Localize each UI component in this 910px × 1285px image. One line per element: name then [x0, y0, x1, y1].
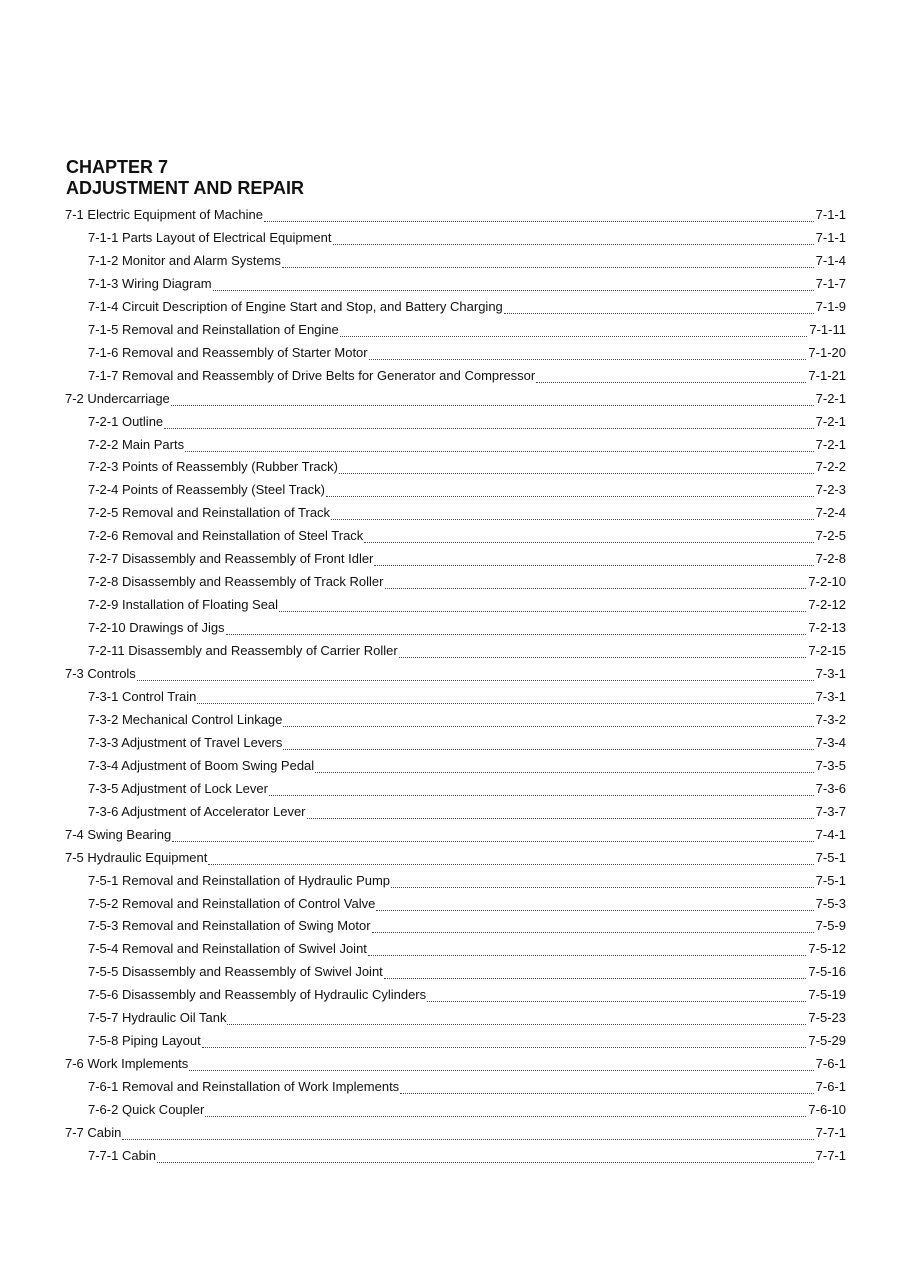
toc-entry-title: 7-6-1 Removal and Reinstallation of Work Implements	[88, 1079, 400, 1095]
toc-entry-title: 7-5-5 Disassembly and Reassembly of Swivel Joint	[88, 964, 383, 980]
toc-subsection-entry	[88, 635, 846, 658]
toc-subsection-entry	[88, 1140, 846, 1163]
toc-subsection-entry	[88, 956, 846, 979]
toc-subsection-entry	[88, 681, 846, 704]
toc-entry-title: 7-3-2 Mechanical Control Linkage	[88, 711, 283, 727]
toc-entry-page-number: 7-2-2	[815, 459, 846, 475]
toc-entry-page-number: 7-2-5	[815, 528, 846, 544]
toc-subsection-entry	[88, 1025, 846, 1048]
toc-entry-title: 7-5-6 Disassembly and Reassembly of Hydraulic Cylinders	[88, 987, 427, 1003]
toc-section-entry	[65, 1048, 846, 1071]
toc-subsection-entry	[88, 910, 846, 933]
toc-dot-leader	[164, 416, 813, 429]
toc-entry-page-number: 7-2-1	[815, 390, 846, 406]
toc-entry-title: 7-7-1 Cabin	[88, 1147, 156, 1163]
toc-dot-leader	[374, 553, 813, 566]
chapter-number: CHAPTER 7	[66, 157, 169, 177]
toc-subsection-entry	[88, 1094, 846, 1117]
toc-entry-page-number: 7-5-12	[808, 941, 846, 957]
toc-dot-leader	[282, 255, 814, 268]
toc-entry-title: 7-3-6 Adjustment of Accelerator Lever	[88, 803, 306, 819]
toc-entry-title: 7-1-4 Circuit Description of Engine Start and Stop, and Battery Charging	[88, 298, 503, 314]
toc-subsection-entry	[88, 612, 846, 635]
toc-dot-leader	[205, 1104, 806, 1117]
toc-entry-title: 7-5-8 Piping Layout	[88, 1033, 201, 1049]
toc-entry-title: 7-5 Hydraulic Equipment	[65, 849, 208, 865]
toc-subsection-entry	[88, 727, 846, 750]
toc-entry-page-number: 7-3-7	[815, 803, 846, 819]
toc-entry-page-number: 7-3-5	[815, 757, 846, 773]
toc-entry-title: 7-1-1 Parts Layout of Electrical Equipment	[88, 229, 332, 245]
toc-entry-page-number: 7-5-1	[815, 872, 846, 888]
toc-subsection-entry	[88, 704, 846, 727]
toc-subsection-entry	[88, 474, 846, 497]
toc-entry-title: 7-2-4 Points of Reassembly (Steel Track)	[88, 482, 325, 498]
toc-entry-page-number: 7-1-21	[808, 367, 846, 383]
toc-entry-title: 7-1 Electric Equipment of Machine	[65, 207, 263, 222]
toc-entry-page-number: 7-2-12	[808, 597, 846, 613]
toc-entry-title: 7-3-1 Control Train	[88, 688, 197, 704]
toc-entry-title: 7-6 Work Implements	[65, 1056, 189, 1072]
toc-entry-title: 7-1-2 Monitor and Alarm Systems	[88, 252, 281, 268]
toc-entry-page-number: 7-2-3	[815, 482, 846, 498]
toc-entry-page-number: 7-3-6	[815, 780, 846, 796]
toc-entry-title: 7-3-5 Adjustment of Lock Lever	[88, 780, 268, 796]
toc-entry-title: 7-5-2 Removal and Reinstallation of Control Valve	[88, 895, 376, 911]
toc-dot-leader	[372, 920, 814, 933]
toc-dot-leader	[376, 898, 813, 911]
toc-entry-page-number: 7-5-23	[808, 1010, 846, 1026]
toc-entry-page-number: 7-2-4	[815, 505, 846, 521]
toc-subsection-entry	[88, 360, 846, 383]
toc-entry-title: 7-5-4 Removal and Reinstallation of Swivel Joint	[88, 941, 367, 957]
toc-subsection-entry	[88, 888, 846, 911]
toc-entry-page-number: 7-6-1	[815, 1079, 846, 1095]
toc-subsection-entry	[88, 773, 846, 796]
toc-dot-leader	[202, 1035, 807, 1048]
toc-entry-page-number: 7-3-1	[815, 688, 846, 704]
toc-entry-title: 7-2-9 Installation of Floating Seal	[88, 597, 279, 613]
toc-entry-title: 7-1-6 Removal and Reassembly of Starter Motor	[88, 344, 368, 360]
toc-entry-page-number: 7-3-4	[815, 734, 846, 750]
toc-dot-leader	[368, 943, 807, 956]
toc-subsection-entry	[88, 222, 846, 245]
toc-entry-title: 7-3-4 Adjustment of Boom Swing Pedal	[88, 757, 315, 773]
toc-entry-title: 7-2-7 Disassembly and Reassembly of Front Idler	[88, 551, 374, 567]
toc-subsection-entry	[88, 979, 846, 1002]
toc-entry-page-number: 7-5-19	[808, 987, 846, 1003]
toc-entry-page-number: 7-2-8	[815, 551, 846, 567]
toc-entry-title: 7-2-2 Main Parts	[88, 436, 185, 452]
toc-dot-leader	[171, 393, 814, 406]
toc-section-entry	[65, 1117, 846, 1140]
toc-subsection-entry	[88, 291, 846, 314]
toc-dot-leader	[122, 1127, 813, 1140]
toc-dot-leader	[399, 645, 807, 658]
toc-entry-title: 7-5-1 Removal and Reinstallation of Hydraulic Pump	[88, 872, 391, 888]
toc-dot-leader	[185, 439, 814, 452]
toc-dot-leader	[504, 301, 814, 314]
toc-subsection-entry	[88, 566, 846, 589]
toc-entry-page-number: 7-7-1	[815, 1147, 846, 1163]
toc-entry-page-number: 7-1-11	[809, 321, 846, 337]
toc-entry-title: 7-2-6 Removal and Reinstallation of Steel Track	[88, 528, 364, 544]
toc-dot-leader	[340, 324, 808, 337]
chapter-heading	[66, 157, 304, 199]
toc-entry-title: 7-2-5 Removal and Reinstallation of Track	[88, 505, 331, 521]
toc-entry-page-number: 7-6-10	[808, 1102, 846, 1118]
toc-entry-page-number: 7-1-4	[815, 252, 846, 268]
toc-entry-page-number: 7-2-15	[808, 643, 846, 659]
toc-entry-title: 7-2-1 Outline	[88, 413, 164, 429]
toc-entry-page-number: 7-5-9	[815, 918, 846, 934]
toc-subsection-entry	[88, 1002, 846, 1025]
toc-entry-page-number: 7-5-29	[808, 1033, 846, 1049]
chapter-title: ADJUSTMENT AND REPAIR	[66, 178, 305, 198]
toc-subsection-entry	[88, 589, 846, 612]
toc-entry-title: 7-2-10 Drawings of Jigs	[88, 620, 225, 636]
toc-entry-page-number: 7-2-1	[815, 413, 846, 429]
toc-dot-leader	[307, 806, 814, 819]
toc-dot-leader	[189, 1058, 813, 1071]
toc-dot-leader	[339, 461, 814, 474]
toc-entry-title: 7-3 Controls	[65, 666, 136, 681]
toc-subsection-entry	[88, 865, 846, 888]
toc-dot-leader	[315, 760, 813, 773]
toc-dot-leader	[197, 691, 813, 704]
toc-entry-page-number: 7-5-3	[815, 895, 846, 911]
toc-dot-leader	[213, 278, 814, 291]
toc-entry-title: 7-5-7 Hydraulic Oil Tank	[88, 1010, 227, 1026]
toc-subsection-entry	[88, 520, 846, 543]
toc-entry-page-number: 7-1-7	[815, 275, 846, 291]
toc-subsection-entry	[88, 429, 846, 452]
toc-subsection-entry	[88, 406, 846, 429]
toc-entry-page-number: 7-2-10	[808, 574, 846, 590]
toc-subsection-entry	[88, 245, 846, 268]
toc-dot-leader	[226, 622, 807, 635]
toc-dot-leader	[283, 714, 813, 727]
toc-entry-page-number: 7-1-20	[808, 344, 846, 360]
toc-dot-leader	[227, 1012, 806, 1025]
toc-dot-leader	[536, 370, 806, 383]
toc-dot-leader	[264, 209, 814, 222]
toc-subsection-entry	[88, 1071, 846, 1094]
toc-entry-title: 7-4 Swing Bearing	[65, 826, 172, 842]
toc-entry-title: 7-2-8 Disassembly and Reassembly of Track Roller	[88, 574, 384, 590]
toc-dot-leader	[427, 989, 806, 1002]
toc-entry-page-number: 7-4-1	[815, 826, 846, 842]
toc-section-entry	[65, 383, 846, 406]
toc-subsection-entry	[88, 796, 846, 819]
toc-dot-leader	[157, 1150, 814, 1163]
toc-section-entry	[65, 199, 846, 222]
toc-subsection-entry	[88, 497, 846, 520]
toc-entry-page-number: 7-3-1	[815, 666, 846, 681]
toc-section-entry	[65, 819, 846, 842]
toc-section-entry	[65, 842, 846, 865]
toc-entry-page-number: 7-6-1	[815, 1056, 846, 1072]
toc-entry-title: 7-1-5 Removal and Reinstallation of Engine	[88, 321, 339, 337]
toc-dot-leader	[326, 484, 814, 497]
toc-subsection-entry	[88, 543, 846, 566]
toc-dot-leader	[369, 347, 807, 360]
toc-dot-leader	[137, 668, 814, 681]
toc-entry-page-number: 7-1-1	[815, 229, 846, 245]
toc-entry-title: 7-1-3 Wiring Diagram	[88, 275, 212, 291]
toc-entry-title: 7-3-3 Adjustment of Travel Levers	[88, 734, 283, 750]
toc-section-entry	[65, 658, 846, 681]
toc-entry-page-number: 7-1-9	[815, 298, 846, 314]
toc-subsection-entry	[88, 268, 846, 291]
toc-dot-leader	[364, 530, 813, 543]
toc-entry-page-number: 7-7-1	[815, 1125, 846, 1140]
toc-dot-leader	[333, 232, 814, 245]
toc-subsection-entry	[88, 314, 846, 337]
toc-entry-title: 7-6-2 Quick Coupler	[88, 1102, 205, 1118]
toc-entry-page-number: 7-2-13	[808, 620, 846, 636]
toc-subsection-entry	[88, 933, 846, 956]
toc-entry-title: 7-1-7 Removal and Reassembly of Drive Belts for Generator and Compressor	[88, 367, 536, 383]
toc-dot-leader	[208, 852, 813, 865]
toc-subsection-entry	[88, 750, 846, 773]
toc-entry-title: 7-5-3 Removal and Reinstallation of Swing Motor	[88, 918, 371, 934]
toc-dot-leader	[279, 599, 806, 612]
toc-dot-leader	[391, 875, 814, 888]
toc-dot-leader	[331, 507, 814, 520]
toc-entry-title: 7-2-3 Points of Reassembly (Rubber Track)	[88, 459, 338, 475]
toc-entry-page-number: 7-2-1	[815, 436, 846, 452]
toc-dot-leader	[384, 966, 807, 979]
toc-entry-title: 7-7 Cabin	[65, 1125, 122, 1140]
toc-dot-leader	[385, 576, 807, 589]
toc-subsection-entry	[88, 451, 846, 474]
toc-dot-leader	[269, 783, 814, 796]
toc-entry-page-number: 7-5-16	[808, 964, 846, 980]
toc-dot-leader	[283, 737, 813, 750]
toc-dot-leader	[172, 829, 813, 842]
toc-entry-page-number: 7-5-1	[815, 849, 846, 865]
toc-subsection-entry	[88, 337, 846, 360]
toc-entry-page-number: 7-1-1	[815, 207, 846, 222]
toc-entry-title: 7-2-11 Disassembly and Reassembly of Carrier Roller	[88, 643, 398, 659]
toc-entry-title: 7-2 Undercarriage	[65, 390, 170, 406]
toc-dot-leader	[400, 1081, 813, 1094]
toc-entry-page-number: 7-3-2	[815, 711, 846, 727]
